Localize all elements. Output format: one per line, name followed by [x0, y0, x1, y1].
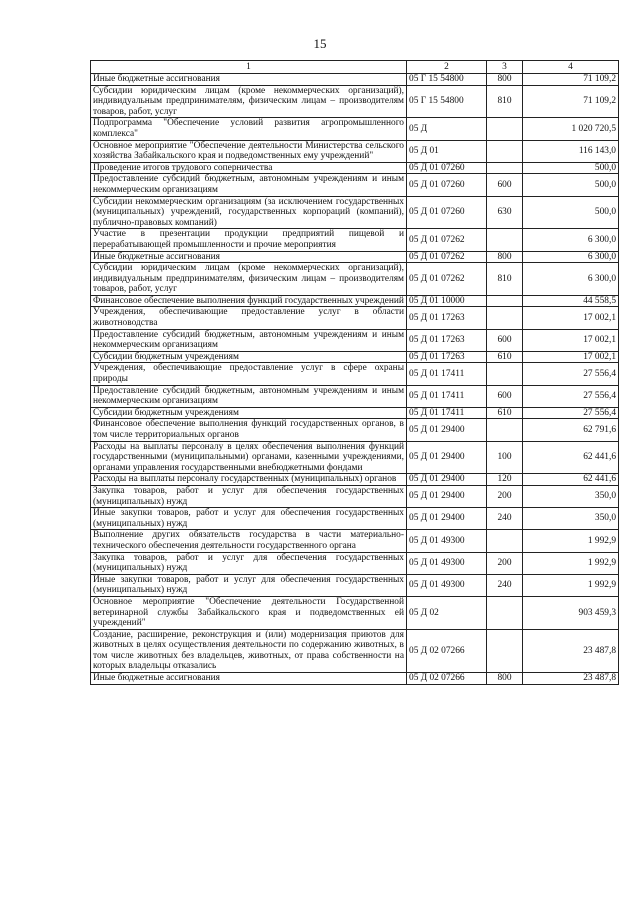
row-expense-kind: 600	[487, 329, 523, 351]
row-expense-kind: 810	[487, 85, 523, 118]
row-expense-kind: 600	[487, 385, 523, 407]
row-code: 05 Д 01 29400	[407, 474, 487, 486]
row-name: Основное мероприятие "Обеспечение деятельности Министерства сельского хозяйства Забайкальского края и подведомственных ему учреждений"	[91, 140, 407, 162]
row-name: Предоставление субсидий бюджетным, автономным учреждениям и иным некоммерческим организациям	[91, 329, 407, 351]
header-col-3: 3	[487, 61, 523, 74]
row-expense-kind: 800	[487, 673, 523, 685]
row-expense-kind	[487, 118, 523, 140]
row-amount: 62 441,6	[523, 441, 619, 474]
table-row	[91, 174, 619, 196]
row-amount: 500,0	[523, 196, 619, 229]
row-code: 05 Г 15 54800	[407, 74, 487, 86]
row-name: Иные бюджетные ассигнования	[91, 74, 407, 86]
row-expense-kind	[487, 307, 523, 329]
row-amount: 903 459,3	[523, 596, 619, 629]
row-expense-kind: 100	[487, 441, 523, 474]
row-name: Финансовое обеспечение выполнения функций государственных органов, в том числе территориальных органов	[91, 419, 407, 441]
row-name: Иные бюджетные ассигнования	[91, 251, 407, 263]
table-row	[91, 329, 619, 351]
row-code: 05 Д 02 07266	[407, 673, 487, 685]
row-name: Иные закупки товаров, работ и услуг для обеспечения государственных (муниципальных) нужд	[91, 508, 407, 530]
row-name: Расходы на выплаты персоналу государственных (муниципальных) органов	[91, 474, 407, 486]
table-row	[91, 407, 619, 419]
row-name: Субсидии бюджетным учреждениям	[91, 351, 407, 363]
row-name: Проведение итогов трудового соперничества	[91, 162, 407, 174]
row-expense-kind: 800	[487, 74, 523, 86]
table-row	[91, 85, 619, 118]
row-name: Основное мероприятие "Обеспечение деятельности Государственной ветеринарной службы Забайкальского края и подведомственных ей учреждений"	[91, 596, 407, 629]
row-name: Закупка товаров, работ и услуг для обеспечения государственных (муниципальных) нужд	[91, 552, 407, 574]
row-name: Закупка товаров, работ и услуг для обеспечения государственных (муниципальных) нужд	[91, 485, 407, 507]
table-row	[91, 552, 619, 574]
row-code: 05 Д 01 17263	[407, 351, 487, 363]
row-amount: 350,0	[523, 508, 619, 530]
row-amount: 500,0	[523, 162, 619, 174]
row-amount: 17 002,1	[523, 307, 619, 329]
row-name: Подпрограмма "Обеспечение условий развития агропромышленного комплекса"	[91, 118, 407, 140]
row-expense-kind: 200	[487, 552, 523, 574]
row-code: 05 Д 01 17411	[407, 385, 487, 407]
budget-table	[90, 60, 619, 685]
header-col-1: 1	[91, 61, 407, 74]
row-code: 05 Д 02 07266	[407, 629, 487, 672]
row-code: 05 Д 02	[407, 596, 487, 629]
table-row	[91, 140, 619, 162]
row-expense-kind: 240	[487, 574, 523, 596]
row-name: Предоставление субсидий бюджетным, автономным учреждениям и иным некоммерческим организациям	[91, 385, 407, 407]
row-amount: 27 556,4	[523, 363, 619, 385]
row-code: 05 Д 01 17263	[407, 307, 487, 329]
table-row	[91, 118, 619, 140]
table-row	[91, 351, 619, 363]
row-expense-kind	[487, 363, 523, 385]
row-name: Субсидии некоммерческим организациям (за исключением государственных (муниципальных) учреждений, государственных корпораций (компаний), публично-правовых компаний)	[91, 196, 407, 229]
row-name: Предоставление субсидий бюджетным, автономным учреждениям и иным некоммерческим организациям	[91, 174, 407, 196]
row-amount: 6 300,0	[523, 263, 619, 296]
row-expense-kind	[487, 140, 523, 162]
row-name: Участие в презентации продукции предприятий пищевой и перерабатывающей промышленности и прочие мероприятия	[91, 229, 407, 251]
table-row	[91, 485, 619, 507]
table-header-row	[91, 61, 619, 74]
row-amount: 350,0	[523, 485, 619, 507]
header-col-2: 2	[407, 61, 487, 74]
row-code: 05 Д 01 29400	[407, 441, 487, 474]
header-col-4: 4	[523, 61, 619, 74]
table-row	[91, 162, 619, 174]
table-row	[91, 474, 619, 486]
table-row	[91, 596, 619, 629]
row-amount: 27 556,4	[523, 385, 619, 407]
row-expense-kind	[487, 629, 523, 672]
table-row	[91, 419, 619, 441]
table-row	[91, 673, 619, 685]
row-expense-kind: 200	[487, 485, 523, 507]
row-expense-kind	[487, 295, 523, 307]
row-amount: 6 300,0	[523, 251, 619, 263]
row-expense-kind	[487, 419, 523, 441]
row-amount: 1 992,9	[523, 574, 619, 596]
table-row	[91, 295, 619, 307]
row-name: Иные закупки товаров, работ и услуг для обеспечения государственных (муниципальных) нужд	[91, 574, 407, 596]
row-name: Субсидии бюджетным учреждениям	[91, 407, 407, 419]
row-amount: 23 487,8	[523, 673, 619, 685]
row-amount: 27 556,4	[523, 407, 619, 419]
row-code: 05 Д 01 17411	[407, 407, 487, 419]
row-expense-kind	[487, 229, 523, 251]
row-amount: 23 487,8	[523, 629, 619, 672]
row-name: Расходы на выплаты персоналу в целях обеспечения выполнения функций государственными (муниципальными) органами, казенными учреждениями, органами управления государственными внебюджетными фондами	[91, 441, 407, 474]
row-amount: 6 300,0	[523, 229, 619, 251]
row-name: Субсидии юридическим лицам (кроме некоммерческих организаций), индивидуальным предпринимателям, физическим лицам – производителям товаров, работ, услуг	[91, 263, 407, 296]
row-expense-kind: 610	[487, 407, 523, 419]
row-code: 05 Д 01 29400	[407, 419, 487, 441]
row-name: Субсидии юридическим лицам (кроме некоммерческих организаций), индивидуальным предпринимателям, физическим лицам – производителям товаров, работ, услуг	[91, 85, 407, 118]
row-code: 05 Д 01 49300	[407, 552, 487, 574]
table-row	[91, 74, 619, 86]
row-name: Учреждения, обеспечивающие предоставление услуг в области животноводства	[91, 307, 407, 329]
row-name: Создание, расширение, реконструкция и (или) модернизация приютов для животных в целях осуществления деятельности по содержанию животных, в том числе животных без владельцев, животных, от права собственности на которых владельцы отказались	[91, 629, 407, 672]
table-row	[91, 508, 619, 530]
row-expense-kind: 810	[487, 263, 523, 296]
row-amount: 44 558,5	[523, 295, 619, 307]
row-expense-kind: 600	[487, 174, 523, 196]
row-name: Иные бюджетные ассигнования	[91, 673, 407, 685]
row-name: Финансовое обеспечение выполнения функций государственных учреждений	[91, 295, 407, 307]
row-expense-kind: 240	[487, 508, 523, 530]
row-code: 05 Д 01 49300	[407, 574, 487, 596]
row-code: 05 Д 01 07262	[407, 263, 487, 296]
row-expense-kind	[487, 162, 523, 174]
row-expense-kind: 610	[487, 351, 523, 363]
row-expense-kind: 800	[487, 251, 523, 263]
row-code: 05 Г 15 54800	[407, 85, 487, 118]
row-code: 05 Д 01 10000	[407, 295, 487, 307]
table-row	[91, 196, 619, 229]
table-row	[91, 441, 619, 474]
row-code: 05 Д 01 07260	[407, 196, 487, 229]
row-expense-kind	[487, 530, 523, 552]
row-code: 05 Д 01 07260	[407, 174, 487, 196]
row-amount: 17 002,1	[523, 351, 619, 363]
row-expense-kind: 630	[487, 196, 523, 229]
table-row	[91, 574, 619, 596]
row-amount: 1 992,9	[523, 530, 619, 552]
row-name: Учреждения, обеспечивающие предоставление услуг в сфере охраны природы	[91, 363, 407, 385]
row-code: 05 Д 01 29400	[407, 485, 487, 507]
table-row	[91, 251, 619, 263]
table-row	[91, 263, 619, 296]
row-amount: 62 791,6	[523, 419, 619, 441]
table-row	[91, 363, 619, 385]
budget-table-body	[91, 61, 619, 685]
row-code: 05 Д 01 07262	[407, 251, 487, 263]
row-name: Выполнение других обязательств государства в части материально-технического обеспечения деятельности государственного органа	[91, 530, 407, 552]
row-amount: 500,0	[523, 174, 619, 196]
row-amount: 71 109,2	[523, 85, 619, 118]
row-code: 05 Д 01	[407, 140, 487, 162]
row-code: 05 Д 01 29400	[407, 508, 487, 530]
row-amount: 1 020 720,5	[523, 118, 619, 140]
row-amount: 116 143,0	[523, 140, 619, 162]
row-code: 05 Д 01 17411	[407, 363, 487, 385]
row-amount: 71 109,2	[523, 74, 619, 86]
row-amount: 1 992,9	[523, 552, 619, 574]
table-row	[91, 229, 619, 251]
table-row	[91, 307, 619, 329]
row-code: 05 Д 01 07260	[407, 162, 487, 174]
row-code: 05 Д 01 17263	[407, 329, 487, 351]
page-number: 15	[313, 36, 327, 51]
row-code: 05 Д	[407, 118, 487, 140]
row-amount: 17 002,1	[523, 329, 619, 351]
row-code: 05 Д 01 07262	[407, 229, 487, 251]
table-row	[91, 385, 619, 407]
table-row	[91, 629, 619, 672]
row-amount: 62 441,6	[523, 474, 619, 486]
table-row	[91, 530, 619, 552]
row-expense-kind: 120	[487, 474, 523, 486]
row-expense-kind	[487, 596, 523, 629]
row-code: 05 Д 01 49300	[407, 530, 487, 552]
